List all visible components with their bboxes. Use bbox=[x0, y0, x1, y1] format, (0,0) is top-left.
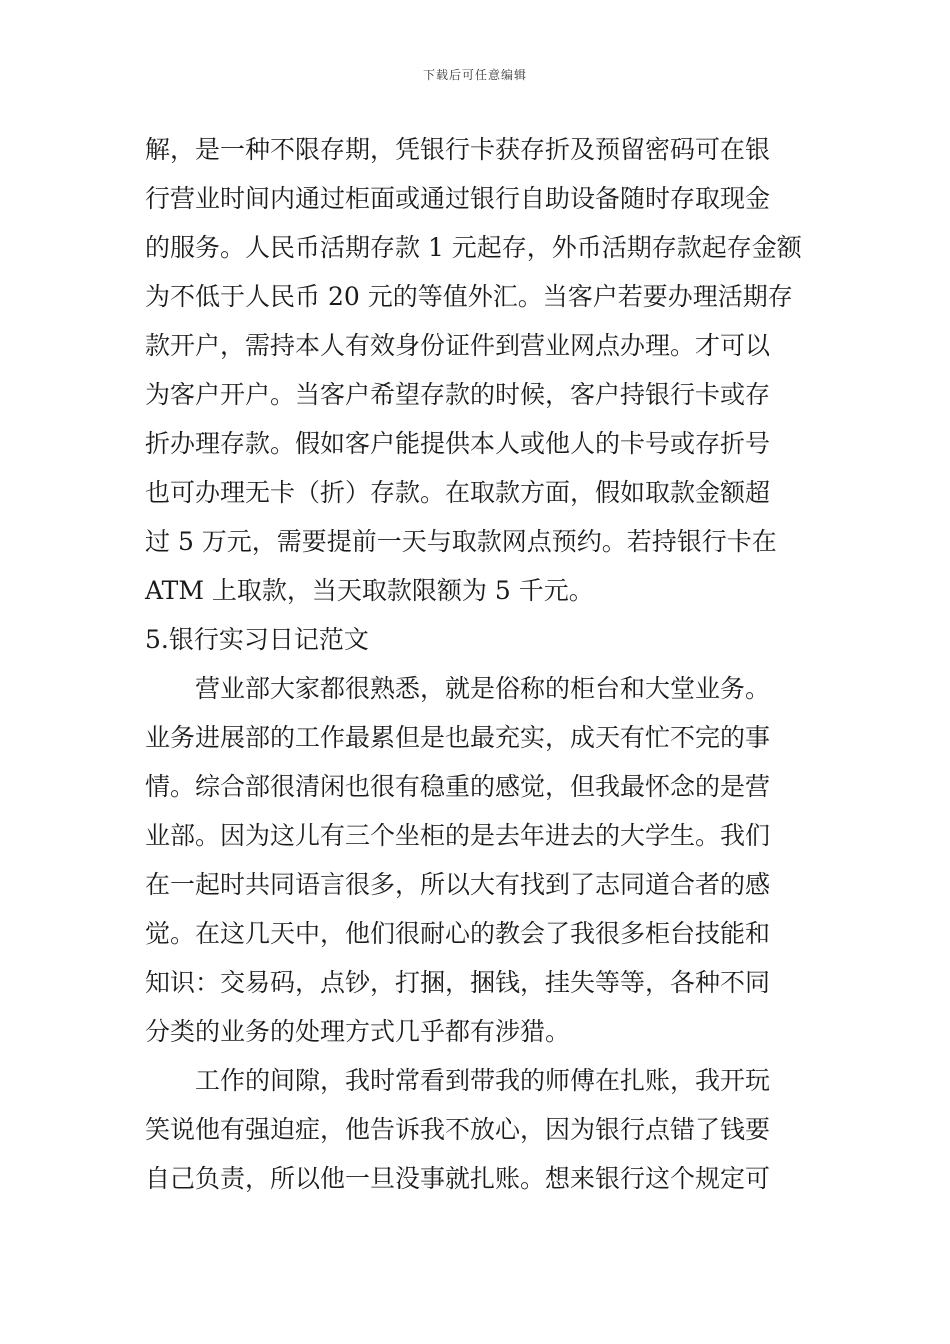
text-line: 解，是一种不限存期，凭银行卡获存折及预留密码可在银 bbox=[145, 135, 771, 164]
text-line: 知识：交易码，点钞，打捆，捆钱，挂失等等，各种不同 bbox=[145, 968, 771, 997]
paragraph-3 bbox=[145, 1056, 810, 1203]
text-line: 为不低于人民币 20 元的等值外汇。当客户若要办理活期存 bbox=[145, 282, 793, 311]
text-line: 款开户，需持本人有效身份证件到营业网点办理。才可以 bbox=[145, 331, 771, 360]
text-line: 为客户开户。当客户希望存款的时候，客户持银行卡或存 bbox=[145, 380, 771, 409]
section-heading: 5.银行实习日记范文 bbox=[145, 625, 369, 654]
paragraph-1 bbox=[145, 125, 810, 615]
text-line: 行营业时间内通过柜面或通过银行自助设备随时存取现金 bbox=[145, 184, 771, 213]
text-line: 工作的间隙，我时常看到带我的师傅在扎账，我开玩 bbox=[195, 1066, 771, 1095]
text-line: 折办理存款。假如客户能提供本人或他人的卡号或存折号 bbox=[145, 429, 771, 458]
text-line: 觉。在这几天中，他们很耐心的教会了我很多柜台技能和 bbox=[145, 919, 771, 948]
text-line: 笑说他有强迫症，他告诉我不放心，因为银行点错了钱要 bbox=[145, 1115, 771, 1144]
text-line: ATM 上取款，当天取款限额为 5 千元。 bbox=[145, 576, 594, 605]
text-line: 业务进展部的工作最累但是也最充实，成天有忙不完的事 bbox=[145, 723, 771, 752]
document-body bbox=[145, 125, 810, 1203]
page-header: 下载后可任意编辑 bbox=[422, 68, 527, 82]
text-line: 情。综合部很清闲也很有稳重的感觉，但我最怀念的是营 bbox=[145, 772, 771, 801]
text-line: 业部。因为这儿有三个坐柜的是去年进去的大学生。我们 bbox=[145, 821, 771, 850]
paragraph-2 bbox=[145, 664, 810, 1056]
text-line: 自己负责，所以他一旦没事就扎账。想来银行这个规定可 bbox=[145, 1164, 771, 1193]
text-line: 的服务。人民币活期存款 1 元起存，外币活期存款起存金额 bbox=[145, 233, 802, 262]
text-line: 也可办理无卡（折）存款。在取款方面，假如取款金额超 bbox=[145, 478, 771, 507]
text-line: 分类的业务的处理方式几乎都有涉猎。 bbox=[145, 1017, 571, 1046]
text-line: 在一起时共同语言很多，所以大有找到了志同道合者的感 bbox=[145, 870, 771, 899]
text-line: 营业部大家都很熟悉，就是俗称的柜台和大堂业务。 bbox=[195, 674, 771, 703]
text-line: 过 5 万元，需要提前一天与取款网点预约。若持银行卡在 bbox=[145, 527, 777, 556]
